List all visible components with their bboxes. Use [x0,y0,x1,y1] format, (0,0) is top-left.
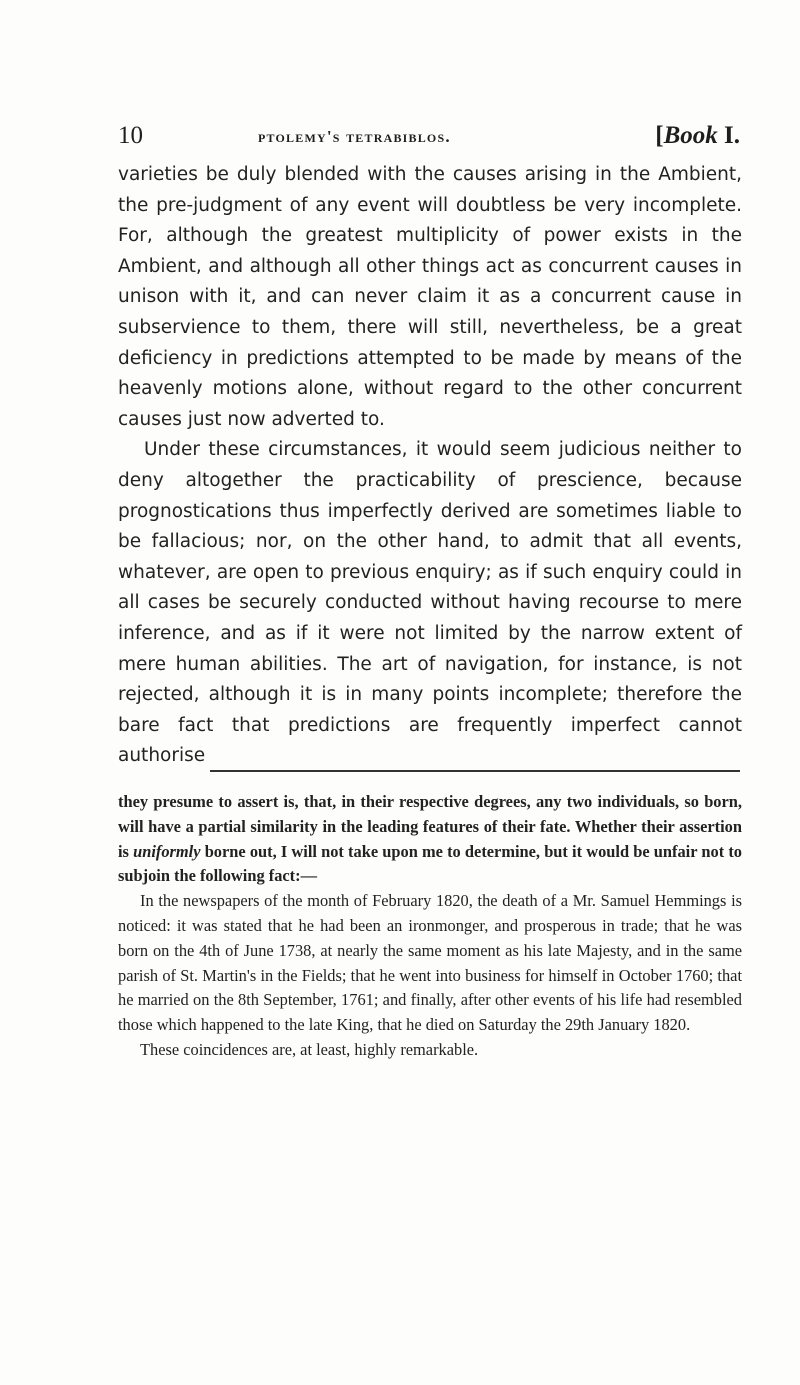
running-title: ptolemy's tetrabiblos. [258,127,451,146]
footnote-p1-end: borne out, I will not take upon me to determine, but it would be unfair not to subjoin the following fact:— [118,841,742,886]
footnote-divider [210,770,740,772]
book-number: I. [717,122,740,149]
main-paragraph-2: Under these circumstances, it would seem judicious neither to deny altogether the practicability of prescience, because prognostications thus imperfectly derived are sometimes liable to be fallacious; nor, on the other hand, to admit that all events, whatever, are open to previous enquiry; as if such enquiry could in all cases be securely conducted without having recourse to mere inference, and as if it were not limited by the narrow extent of mere human abilities. The art of navigation, for instance, is not rejected, although it is in many points incomplete; therefore the bare fact that predictions are frequently imperfect cannot authorise [118,439,742,767]
page-number: 10 [118,122,143,149]
footnote-paragraph-2: In the newspapers of the month of February 1820, the death of a Mr. Samuel Hemmings is noticed: it was stated that he had been an ironmonger, and prosperous in trade; that he was born on the 4th of June 1738, at nearly the same moment as his late Majesty, and in the same parish of St. Martin's in the Fields; that he went into business for himself in October 1760; that he married on the 8th September, 1761; and finally, after other events of his life had resembled those which happened to the late King, that he died on Saturday the 29th January 1820. [118,891,742,1035]
footnote-emphasis: uniformly [133,841,201,861]
footnote-paragraph-3: These coincidences are, at least, highly remarkable. [140,1039,479,1059]
main-paragraph-1: varieties be duly blended with the causes arising in the Ambient, the pre-judgment of any event will doubtless be very incomplete. For, although the greatest multiplicity of power exists in the Ambient, and although all other things act as concurrent causes in unison with it, and can never claim it as a concurrent cause in subservience to them, there will still, nevertheless, be a great deficiency in predictions attempted to be made by means of the heavenly motions alone, without regard to the other concurrent causes just now adverted to. [118,164,742,430]
footnote-p1-start: they presume to assert is, that, in their respective degrees, any two individuals, so born, will have a partial similarity in the leading features of their fate. Whether their assertion is [118,792,742,861]
book-reference [655,119,740,153]
main-text [118,160,742,772]
book-bracket: [ [655,122,664,149]
running-head [118,119,740,153]
footnote [118,790,742,1063]
book-word: Book [663,122,718,149]
footnote-paragraph-1 [118,790,742,889]
